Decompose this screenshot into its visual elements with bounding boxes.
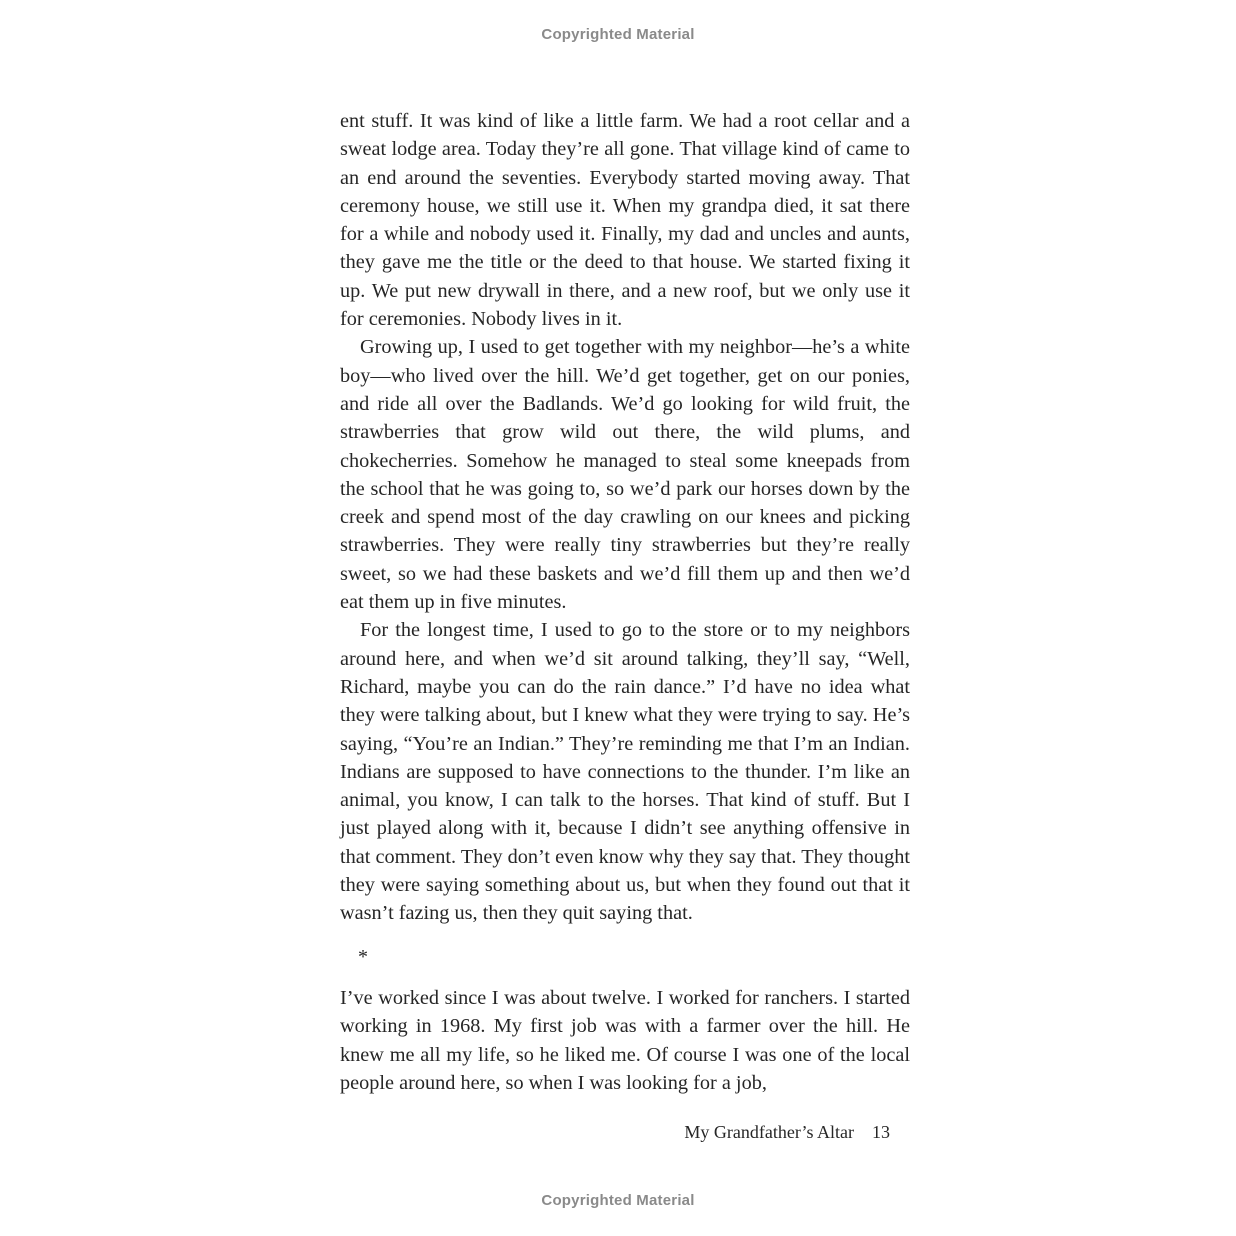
paragraph: ent stuff. It was kind of like a little farm. We had a root cellar and a sweat lodge area. Today they’re all gone. That village kind of came to an end around the seventies. Everybody started moving away. That ceremony house, we still use it. When my grandpa died, it sat there for a while and nobody used it. Finally, my dad and uncles and aunts, they gave me the title or the deed to that house. We started fixing it up. We put new drywall in there, and a new roof, but we only use it for ceremonies. Nobody lives in it.: [340, 110, 910, 331]
copyright-watermark-bottom: Copyrighted Material: [541, 1192, 695, 1209]
section-break-asterisk: *: [358, 946, 368, 968]
running-footer: [640, 1122, 890, 1143]
paragraph: I’ve worked since I was about twelve. I worked for ranchers. I started working in 1968. My first job was with a farmer over the hill. He knew me all my life, so he liked me. Of course I was one of the local people around here, so when I was looking for a job,: [340, 987, 910, 1094]
running-title: My Grandfather’s Altar: [684, 1122, 854, 1142]
copyright-watermark-top: Copyrighted Material: [541, 26, 695, 43]
paragraph: For the longest time, I used to go to the store or to my neighbors around here, and when we’d sit around talking, they’ll say, “Well, Richard, maybe you can do the rain dance.” I’d have no idea what they were talking about, but I knew what they were trying to say. He’s saying, “You’re an Indian.” They’re reminding me that I’m an Indian. Indians are supposed to have connections to the thunder. I’m like an animal, you know, I can talk to the horses. That kind of stuff. But I just played along with it, because I didn’t see anything offensive in that comment. They don’t even know why they say that. They thought they were saying something about us, but when they found out that it wasn’t fazing us, then they quit saying that.: [340, 619, 910, 925]
page-number: 13: [872, 1122, 890, 1142]
body-text-continued: [340, 984, 910, 1097]
body-text: [340, 107, 910, 928]
paragraph: Growing up, I used to get together with my neighbor—he’s a white boy—who lived over the hill. We’d get together, get on our ponies, and ride all over the Badlands. We’d go looking for wild fruit, the strawberries that grow wild out there, the wild plums, and chokecherries. Somehow he managed to steal some kneepads from the school that he was going to, so we’d park our horses down by the creek and spend most of the day crawling on our knees and picking strawberries. They were really tiny strawberries but they’re really sweet, so we had these baskets and we’d fill them up and then we’d eat them up in five minutes.: [340, 336, 910, 614]
